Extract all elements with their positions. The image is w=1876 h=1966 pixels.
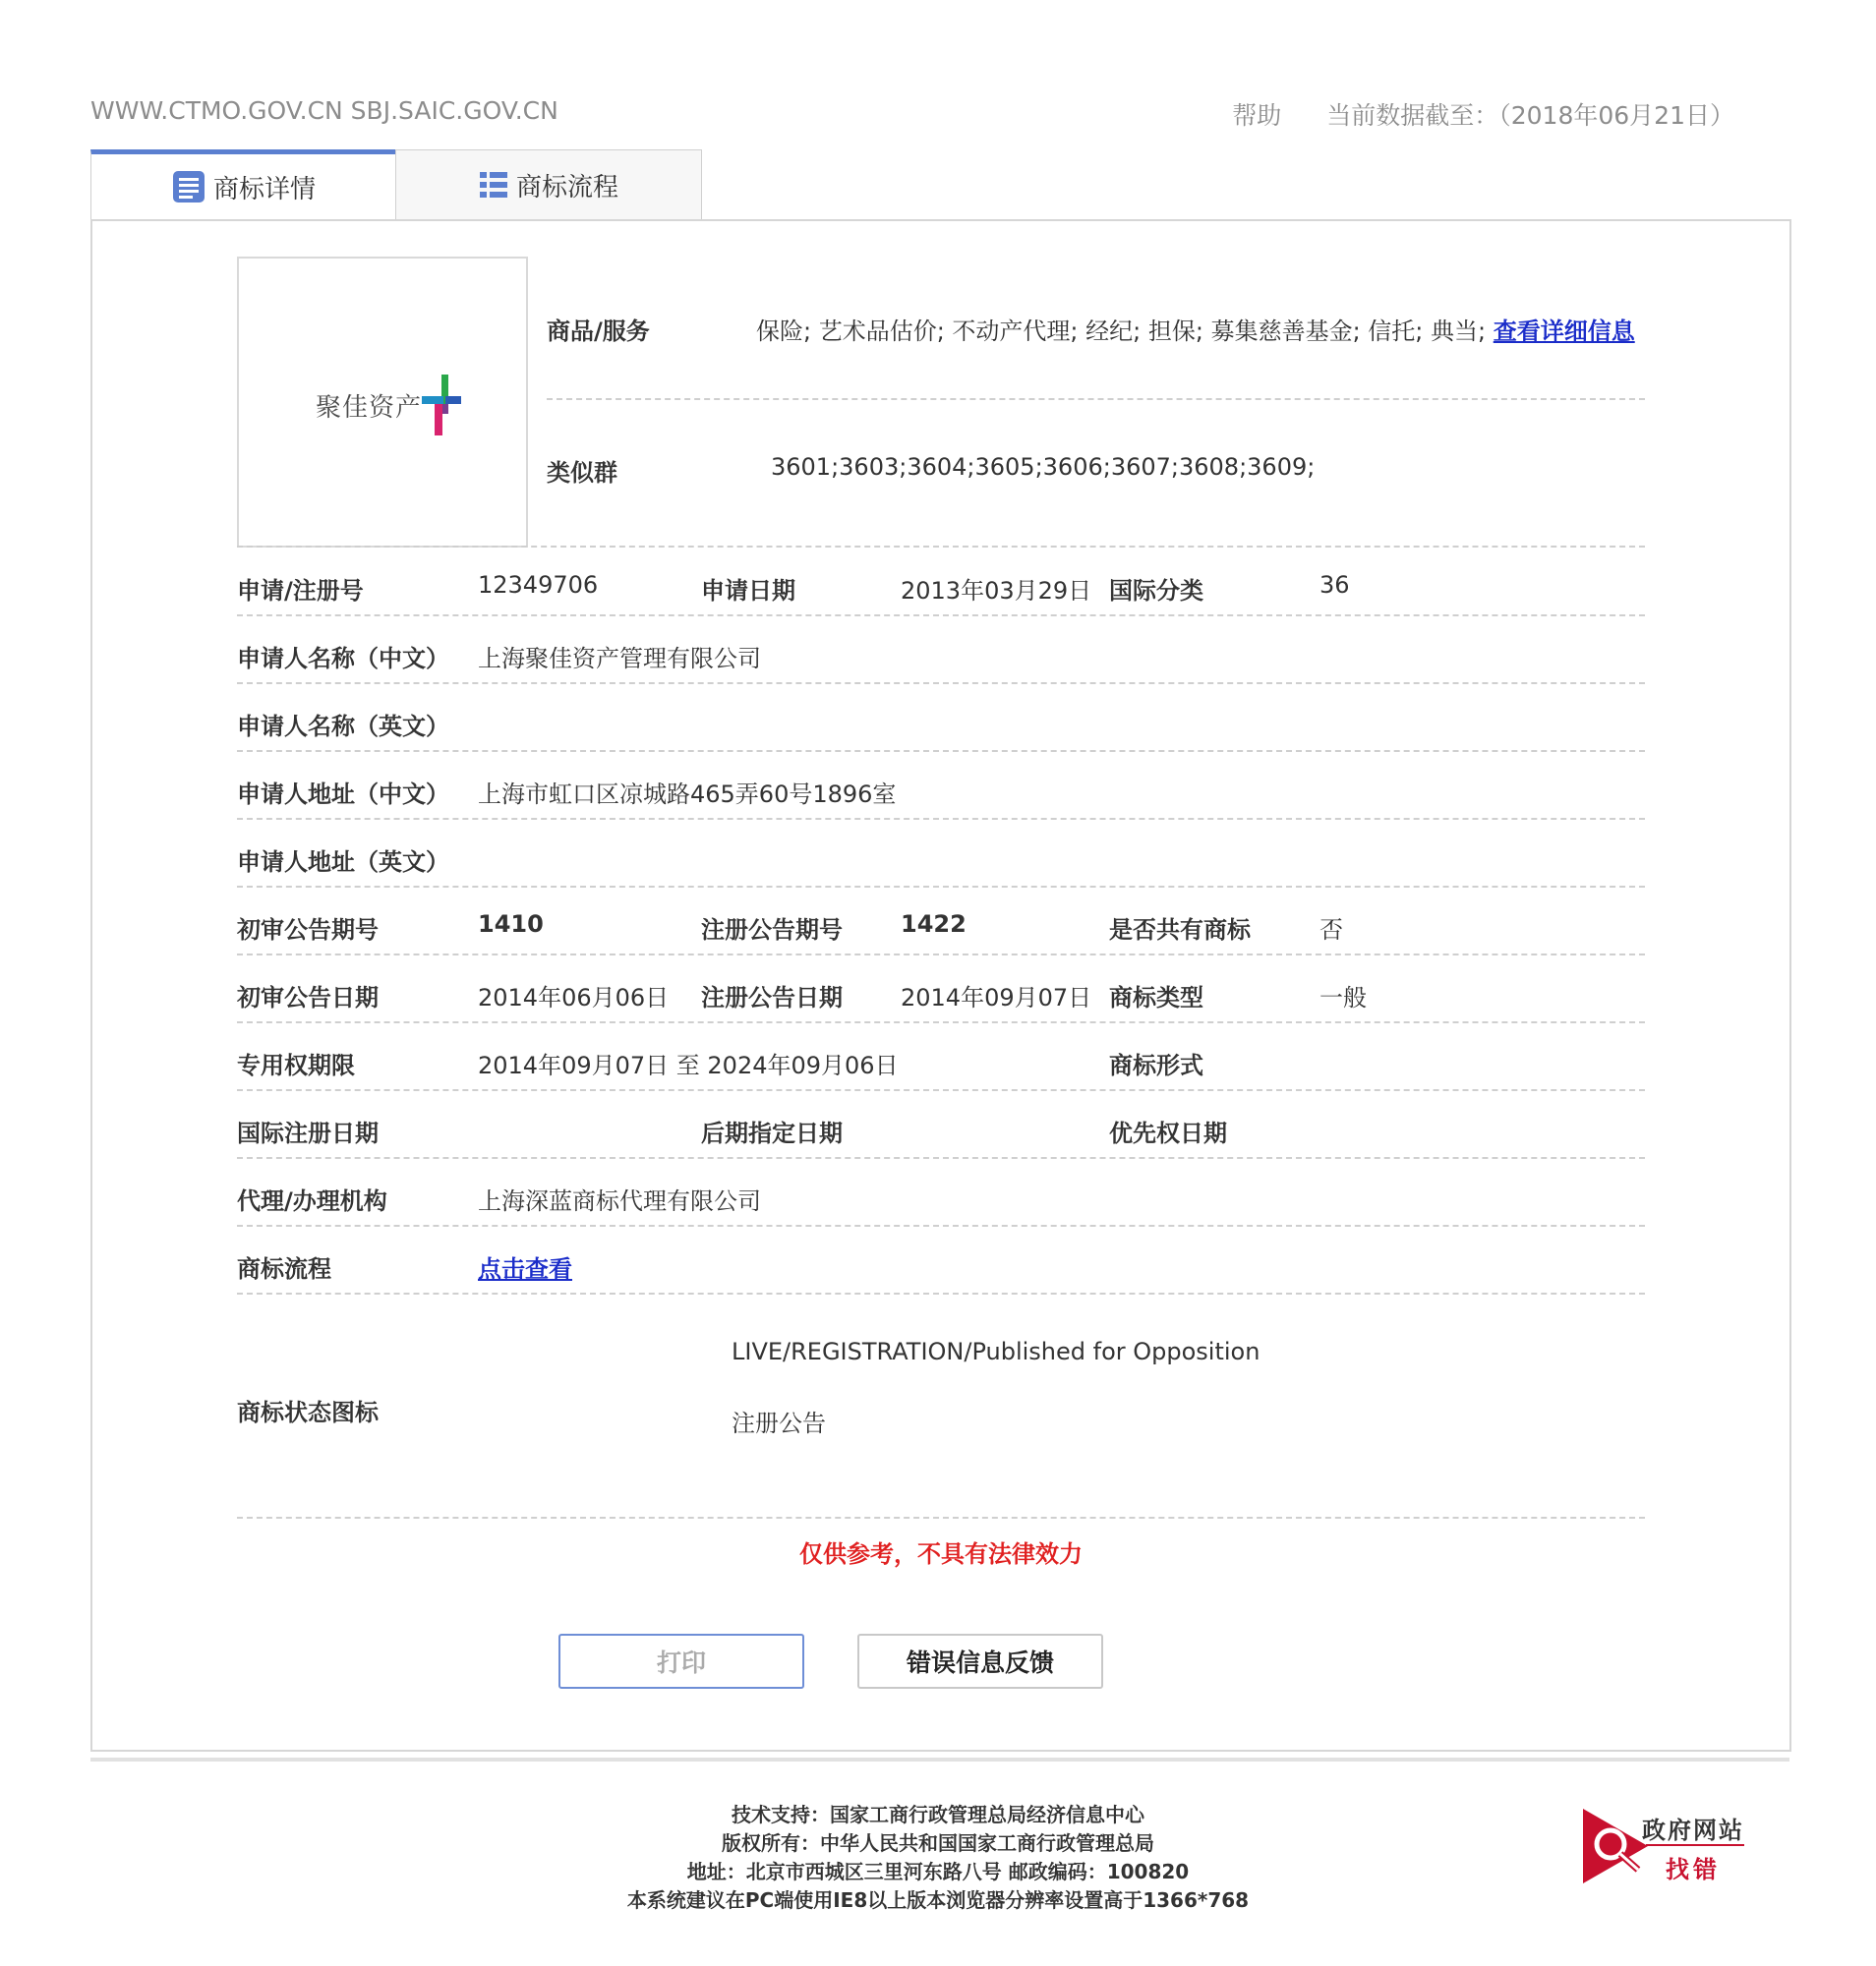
- prelim-date-label: 初审公告日期: [237, 984, 379, 1012]
- footer-divider: [90, 1758, 1789, 1762]
- status-cn: 注册公告: [732, 1410, 826, 1437]
- process-label: 商标流程: [237, 1255, 331, 1283]
- tab-label: 商标详情: [212, 174, 316, 204]
- prelim-no-value: 1410: [478, 910, 544, 938]
- intl-class-value: 36: [1319, 571, 1350, 599]
- mark-form-label: 商标形式: [1109, 1052, 1203, 1079]
- divider: [237, 1021, 1645, 1023]
- tab-trademark-process[interactable]: [395, 149, 702, 219]
- footer-address: 地址：北京市西城区三里河东路八号 邮政编码：100820: [686, 1860, 1190, 1883]
- divider: [237, 1225, 1645, 1227]
- prelim-date-value: 2014年06月06日: [478, 984, 670, 1012]
- divider: [237, 818, 1645, 820]
- similar-group-value: 3601;3603;3604;3605;3606;3607;3608;3609;: [771, 453, 1316, 481]
- badge-line1: 政府网站: [1642, 1817, 1744, 1844]
- agent-value: 上海深蓝商标代理有限公司: [478, 1187, 761, 1215]
- shared-label: 是否共有商标: [1109, 916, 1251, 944]
- trademark-image: [237, 257, 528, 548]
- applicant-cn-value: 上海聚佳资产管理有限公司: [478, 645, 761, 672]
- intl-reg-date-label: 国际注册日期: [237, 1120, 379, 1147]
- status-en: LIVE/REGISTRATION/Published for Opposition: [732, 1338, 1260, 1365]
- priority-label: 优先权日期: [1109, 1120, 1227, 1147]
- divider: [237, 1089, 1645, 1091]
- badge-rule: [1646, 1844, 1744, 1846]
- magnifier-badge-icon: [1581, 1807, 1650, 1885]
- process-view-link[interactable]: 点击查看: [478, 1255, 572, 1283]
- divider: [237, 1157, 1645, 1159]
- goods-value: [756, 312, 1635, 346]
- cross-logo-icon: [422, 375, 461, 435]
- address-cn-value: 上海市虹口区凉城路465弄60号1896室: [478, 781, 897, 808]
- goods-list: 保险; 艺术品估价; 不动产代理; 经纪; 担保; 募集慈善基金; 信托; 典当;: [756, 318, 1487, 345]
- status-label: 商标状态图标: [237, 1399, 379, 1426]
- disclaimer: 仅供参考，不具有法律效力: [799, 1540, 1083, 1568]
- badge-line2: 找错: [1666, 1856, 1721, 1883]
- footer-tech-support: 技术支持：国家工商行政管理总局经济信息中心: [732, 1803, 1144, 1826]
- feedback-button[interactable]: 错误信息反馈: [857, 1634, 1103, 1689]
- help-link[interactable]: 帮助: [1232, 101, 1282, 130]
- agent-label: 代理/办理机构: [237, 1187, 387, 1215]
- reg-no-label: 申请/注册号: [237, 577, 364, 605]
- trademark-logo: [316, 375, 461, 435]
- top-right-info: [1195, 96, 1734, 132]
- reg-no-value: 12349706: [478, 571, 599, 599]
- reg-pub-no-label: 注册公告期号: [701, 916, 843, 944]
- data-cutoff: 当前数据截至：（2018年06月21日）: [1326, 101, 1734, 130]
- app-date-label: 申请日期: [701, 577, 795, 605]
- divider: [237, 886, 1645, 888]
- divider: [237, 614, 1645, 616]
- view-details-link[interactable]: 查看详细信息: [1493, 318, 1635, 345]
- logo-text: 聚佳资产: [316, 392, 423, 423]
- tab-trademark-details[interactable]: [90, 149, 397, 219]
- divider: [547, 398, 1645, 400]
- exclusive-value: 2014年09月07日 至 2024年09月06日: [478, 1052, 899, 1079]
- print-button[interactable]: 打印: [558, 1634, 804, 1689]
- footer-copyright: 版权所有：中华人民共和国国家工商行政管理总局: [722, 1831, 1154, 1855]
- shared-value: 否: [1319, 916, 1343, 944]
- top-bar: [90, 96, 1786, 130]
- divider: [237, 682, 1645, 684]
- reg-pub-date-label: 注册公告日期: [701, 984, 843, 1012]
- prelim-no-label: 初审公告期号: [237, 916, 379, 944]
- reg-pub-date-value: 2014年09月07日: [901, 984, 1092, 1012]
- gov-site-error-badge[interactable]: [1581, 1807, 1748, 1885]
- divider: [237, 1293, 1645, 1295]
- address-cn-label: 申请人地址（中文）: [237, 781, 449, 808]
- mark-type-value: 一般: [1319, 984, 1367, 1012]
- divider: [237, 546, 1645, 548]
- applicant-cn-label: 申请人名称（中文）: [237, 645, 449, 672]
- intl-class-label: 国际分类: [1109, 577, 1203, 605]
- list-icon: [479, 170, 508, 200]
- address-en-label: 申请人地址（英文）: [237, 848, 449, 876]
- footer-browser-note: 本系统建议在PC端使用IE8以上版本浏览器分辨率设置高于1366*768: [626, 1888, 1250, 1912]
- divider: [237, 1517, 1645, 1519]
- similar-group-label: 类似群: [547, 459, 617, 487]
- goods-label: 商品/服务: [547, 318, 650, 345]
- details-panel: [90, 219, 1791, 1752]
- tab-label: 商标流程: [515, 172, 618, 202]
- applicant-en-label: 申请人名称（英文）: [237, 713, 449, 740]
- later-date-label: 后期指定日期: [701, 1120, 843, 1147]
- exclusive-label: 专用权期限: [237, 1052, 355, 1079]
- app-date-value: 2013年03月29日: [901, 577, 1092, 605]
- site-url: WWW.CTMO.GOV.CN SBJ.SAIC.GOV.CN: [90, 96, 558, 125]
- document-list-icon: [172, 170, 205, 203]
- divider: [237, 954, 1645, 955]
- divider: [237, 750, 1645, 752]
- mark-type-label: 商标类型: [1109, 984, 1203, 1012]
- reg-pub-no-value: 1422: [901, 910, 967, 938]
